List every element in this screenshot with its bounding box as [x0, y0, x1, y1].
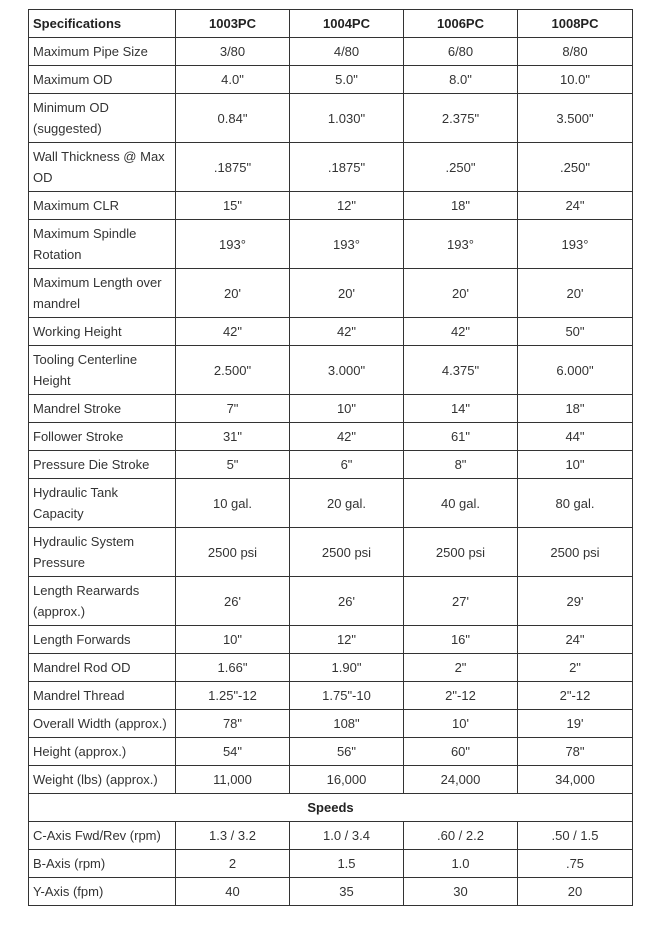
cell-value: 193°: [176, 220, 290, 269]
table-row: [29, 318, 633, 346]
specifications-table: [28, 9, 633, 906]
cell-value: 78": [176, 710, 290, 738]
cell-value: 31": [176, 423, 290, 451]
cell-value: 1.25"-12: [176, 682, 290, 710]
table-row: [29, 528, 633, 577]
cell-value: 1.5: [290, 850, 404, 878]
row-label: Working Height: [29, 318, 176, 346]
cell-value: 54": [176, 738, 290, 766]
table-row: [29, 878, 633, 906]
model-header-1004pc: 1004PC: [290, 10, 404, 38]
cell-value: 4/80: [290, 38, 404, 66]
row-label: Length Rearwards (approx.): [29, 577, 176, 626]
table-row: [29, 451, 633, 479]
table-row: [29, 626, 633, 654]
cell-value: 11,000: [176, 766, 290, 794]
cell-value: 2: [176, 850, 290, 878]
table-row: [29, 143, 633, 192]
table-row: [29, 66, 633, 94]
cell-value: 10": [290, 395, 404, 423]
cell-value: 5": [176, 451, 290, 479]
row-label: Maximum Pipe Size: [29, 38, 176, 66]
table-row: [29, 710, 633, 738]
cell-value: .250": [404, 143, 518, 192]
cell-value: 24": [518, 626, 633, 654]
cell-value: 1.75"-10: [290, 682, 404, 710]
row-label: C-Axis Fwd/Rev (rpm): [29, 822, 176, 850]
table-row: [29, 766, 633, 794]
row-label: Y-Axis (fpm): [29, 878, 176, 906]
cell-value: 4.0": [176, 66, 290, 94]
cell-value: 2.375": [404, 94, 518, 143]
cell-value: 8/80: [518, 38, 633, 66]
cell-value: 27': [404, 577, 518, 626]
table-row: [29, 192, 633, 220]
cell-value: 1.0 / 3.4: [290, 822, 404, 850]
cell-value: 20: [518, 878, 633, 906]
cell-value: 78": [518, 738, 633, 766]
table-row: [29, 94, 633, 143]
cell-value: 20': [404, 269, 518, 318]
cell-value: 10.0": [518, 66, 633, 94]
cell-value: 2500 psi: [518, 528, 633, 577]
cell-value: 20': [518, 269, 633, 318]
cell-value: 44": [518, 423, 633, 451]
cell-value: 2"-12: [404, 682, 518, 710]
cell-value: 3.500": [518, 94, 633, 143]
cell-value: 40 gal.: [404, 479, 518, 528]
cell-value: 60": [404, 738, 518, 766]
speeds-body: [29, 794, 633, 906]
cell-value: 108": [290, 710, 404, 738]
cell-value: 14": [404, 395, 518, 423]
row-label: Tooling Centerline Height: [29, 346, 176, 395]
cell-value: 8.0": [404, 66, 518, 94]
cell-value: 2.500": [176, 346, 290, 395]
table-row: [29, 346, 633, 395]
cell-value: 19': [518, 710, 633, 738]
row-label: Height (approx.): [29, 738, 176, 766]
cell-value: .60 / 2.2: [404, 822, 518, 850]
cell-value: 18": [518, 395, 633, 423]
row-label: Mandrel Stroke: [29, 395, 176, 423]
cell-value: 34,000: [518, 766, 633, 794]
cell-value: 2"-12: [518, 682, 633, 710]
cell-value: 6.000": [518, 346, 633, 395]
cell-value: 35: [290, 878, 404, 906]
row-label: Mandrel Thread: [29, 682, 176, 710]
table-row: [29, 220, 633, 269]
cell-value: 1.0: [404, 850, 518, 878]
cell-value: 1.3 / 3.2: [176, 822, 290, 850]
cell-value: 61": [404, 423, 518, 451]
cell-value: 193°: [290, 220, 404, 269]
cell-value: 3.000": [290, 346, 404, 395]
cell-value: .1875": [176, 143, 290, 192]
cell-value: 10": [176, 626, 290, 654]
cell-value: .50 / 1.5: [518, 822, 633, 850]
table-row: [29, 479, 633, 528]
cell-value: 29': [518, 577, 633, 626]
cell-value: 26': [290, 577, 404, 626]
row-label: Length Forwards: [29, 626, 176, 654]
cell-value: 42": [404, 318, 518, 346]
row-label: Weight (lbs) (approx.): [29, 766, 176, 794]
table-row: [29, 395, 633, 423]
cell-value: 30: [404, 878, 518, 906]
cell-value: 20': [176, 269, 290, 318]
cell-value: 10": [518, 451, 633, 479]
cell-value: 18": [404, 192, 518, 220]
model-header-1003pc: 1003PC: [176, 10, 290, 38]
cell-value: 50": [518, 318, 633, 346]
cell-value: 7": [176, 395, 290, 423]
cell-value: 1.90": [290, 654, 404, 682]
cell-value: 2": [404, 654, 518, 682]
table-row: [29, 577, 633, 626]
cell-value: 24,000: [404, 766, 518, 794]
table-row: [29, 822, 633, 850]
cell-value: 80 gal.: [518, 479, 633, 528]
cell-value: 193°: [404, 220, 518, 269]
cell-value: 42": [290, 318, 404, 346]
cell-value: .250": [518, 143, 633, 192]
cell-value: 40: [176, 878, 290, 906]
cell-value: 3/80: [176, 38, 290, 66]
row-label: Overall Width (approx.): [29, 710, 176, 738]
table-row: [29, 269, 633, 318]
cell-value: 10': [404, 710, 518, 738]
cell-value: 5.0": [290, 66, 404, 94]
specifications-header: Specifications: [29, 10, 176, 38]
cell-value: .1875": [290, 143, 404, 192]
cell-value: 42": [290, 423, 404, 451]
specifications-body: [29, 38, 633, 794]
speeds-section-title: Speeds: [29, 794, 633, 822]
row-label: Maximum OD: [29, 66, 176, 94]
cell-value: 26': [176, 577, 290, 626]
table-row: [29, 682, 633, 710]
cell-value: 6": [290, 451, 404, 479]
cell-value: 12": [290, 192, 404, 220]
row-label: Maximum Spindle Rotation: [29, 220, 176, 269]
row-label: Maximum Length over mandrel: [29, 269, 176, 318]
cell-value: 12": [290, 626, 404, 654]
row-label: B-Axis (rpm): [29, 850, 176, 878]
table-row: [29, 738, 633, 766]
cell-value: 2": [518, 654, 633, 682]
table-row: [29, 654, 633, 682]
cell-value: .75: [518, 850, 633, 878]
cell-value: 24": [518, 192, 633, 220]
cell-value: 1.030": [290, 94, 404, 143]
model-header-1006pc: 1006PC: [404, 10, 518, 38]
cell-value: 4.375": [404, 346, 518, 395]
speeds-section-row: [29, 794, 633, 822]
cell-value: 6/80: [404, 38, 518, 66]
model-header-1008pc: 1008PC: [518, 10, 633, 38]
table-row: [29, 38, 633, 66]
row-label: Hydraulic System Pressure: [29, 528, 176, 577]
row-label: Maximum CLR: [29, 192, 176, 220]
cell-value: 193°: [518, 220, 633, 269]
row-label: Pressure Die Stroke: [29, 451, 176, 479]
cell-value: 16,000: [290, 766, 404, 794]
row-label: Mandrel Rod OD: [29, 654, 176, 682]
table-row: [29, 850, 633, 878]
cell-value: 20': [290, 269, 404, 318]
row-label: Wall Thickness @ Max OD: [29, 143, 176, 192]
cell-value: 20 gal.: [290, 479, 404, 528]
cell-value: 16": [404, 626, 518, 654]
cell-value: 2500 psi: [404, 528, 518, 577]
row-label: Minimum OD (suggested): [29, 94, 176, 143]
cell-value: 42": [176, 318, 290, 346]
cell-value: 0.84": [176, 94, 290, 143]
table-header-row: [29, 10, 633, 38]
cell-value: 2500 psi: [176, 528, 290, 577]
cell-value: 10 gal.: [176, 479, 290, 528]
cell-value: 1.66": [176, 654, 290, 682]
row-label: Follower Stroke: [29, 423, 176, 451]
cell-value: 2500 psi: [290, 528, 404, 577]
cell-value: 56": [290, 738, 404, 766]
cell-value: 8": [404, 451, 518, 479]
table-row: [29, 423, 633, 451]
row-label: Hydraulic Tank Capacity: [29, 479, 176, 528]
cell-value: 15": [176, 192, 290, 220]
